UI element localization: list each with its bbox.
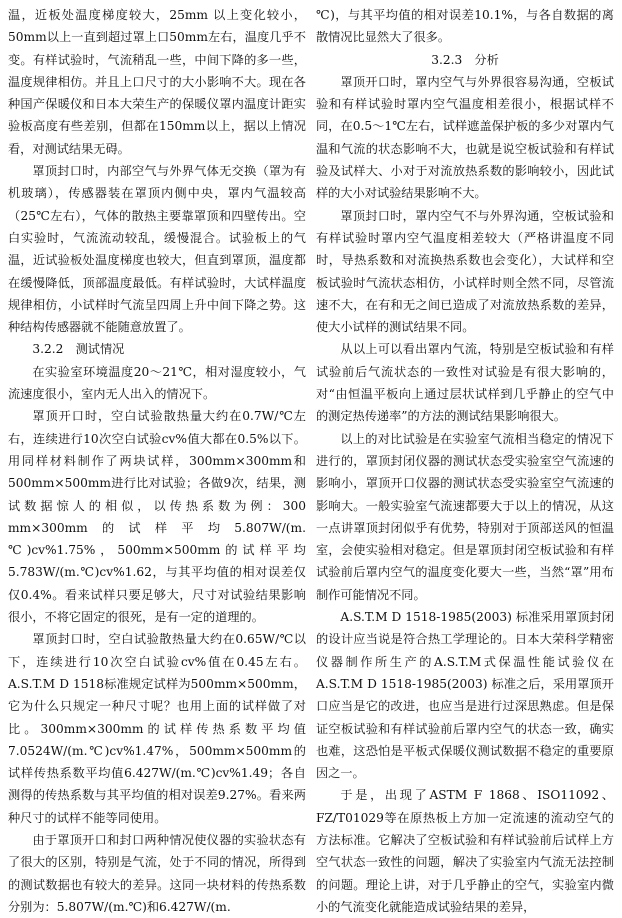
paragraph-lab-conditions: 在实验室环境温度20～21℃，相对湿度较小，气流速度很小，室内无人出入的情况下。	[8, 364, 306, 402]
paragraph-astm-standard: A.S.T.M D 1518-1985(2003) 标准采用罩顶封闭的设计应当说是符合热工学理论的。日本大荣科学精密仪器制作所生产的A.S.T.M式保温性能试验仪在A.S.T.M D 1518-1985(2003) 标准之后，采用罩顶开口应当是它的改进，也应当是进行过深思熟虑。但是保证空板试验和有样试验前后罩内空气的状态一致，确实也难，这恐怕是平板式保暖仪测试数据不稳定的重要原因之一。	[316, 610, 614, 781]
paragraph-sealed-top: 罩顶封口时，内部空气与外界气体无交换（罩为有机玻璃），传感器装在罩顶内侧中央，罩内气温较高（25℃左右），气体的散热主要靠罩顶和四壁传出。空白实验时，气流流动较乱，缓慢混合。试验板上的气温，近试验板处温度梯度也较大，但直到罩顶，温度都在缓慢降低，顶部温度最低。有样试验时，大试样温度规律相仿，小试样时气流呈四周上升中间下降之势。这种结构传感器就不能随意放置了。	[8, 164, 306, 335]
paragraph-sealed-top-results: 罩顶封口时，空白试验散热量大约在0.65W/℃以下，连续进行10次空白试验cv%值在0.45左右。A.S.T.M D 1518标准规定试样为500mm×500mm，它为什么只规定一种尺寸呢？也用上面的试样做了对比。300mm×300mm的试样传热系数平均值7.0524W/(m.℃)cv%1.47%，500mm×500mm的试样传热系数平均值6.427W/(m.℃)cv%1.49；各自测得的传热系数与其平均值的相对误差9.27%。看来两种尺寸的试样不能等同使用。	[8, 632, 306, 825]
left-column	[8, 4, 306, 914]
section-heading-3-2-2: 3.2.2 测试情况	[32, 342, 125, 357]
paragraph-sealed-top-analysis: 罩顶封口时，罩内空气不与外界沟通，空板试验和有样试验时罩内空气温度相差较大（严格讲温度不同时，导热系数和对流换热系数也会变化），大试样和空板试验时气流状态相仿，小试样时则全然不同，尽管流速不大，在有和无之间已造成了对流放热系数的差异，使大小试样的测试结果不同。	[316, 208, 614, 335]
paragraph-new-standards: 于是，出现了ASTM F 1868、ISO11092、FZ/T01029等在原热板上方加一定流速的流动空气的方法标准。它解决了空板试验和有样试验前后试样上方空气状态一致性的问题，解决了实验室内气流无法控制的问题。理论上讲，对于几乎静止的空气，实验室内微小的气流变化就能造成试验结果的差异，	[316, 788, 614, 914]
paragraph-open-top-analysis: 罩顶开口时，罩内空气与外界很容易沟通，空板试验和有样试验时罩内空气温度相差很小，根据试样不同，在0.5～1℃左右，试样遮盖保护板的多少对罩内气温和气流的状态影响不大，也就是说空板试验和有样试验及试样大、小对于对流放热系数的影响较小，因此试样的大小对试验结果影响不大。	[316, 74, 614, 201]
section-heading-3-2-3: 3.2.3 分析	[431, 52, 499, 67]
paragraph-open-top-results: 罩顶开口时，空白试验散热量大约在0.7W/℃左右，连续进行10次空白试验cv%值大都在0.5%以下。用同样材料制作了两块试样，300mm×300mm和500mm×500mm进行比对试验；各做9次，结果，测试数据惊人的相似，以传热系数为例：300 mm×300mm的试样平均5.807W/(m.℃)cv%1.75%，500mm×500mm的试样平均5.783W/(m.℃)cv%1.62，与其平均值的相对误差仅仅0.4%。看来试样只要足够大，尺寸对试验结果影响很小，不将它固定的很死，是有一定的道理的。	[8, 409, 306, 625]
paragraph-airflow-influence: 从以上可以看出罩内气流，特别是空板试验和有样试验前后气流状态的一致性对试验是有很大影响的，对“由恒温平板向上通过层状试样到几乎静止的空气中的测定热传递率”的方法的测试结果影响很大。	[316, 342, 614, 424]
paragraph-continued: ℃)，与其平均值的相对误差10.1%，与各自数据的离散情况比显然大了很多。	[316, 8, 614, 45]
paragraph-continued: 温，近板处温度梯度较大，25mm 以上变化较小，50mm以上一直到超过罩上口50mm左右，温度几乎不变。有样试验时，气流稍乱一些，中间下降的多一些，温度规律相仿。并且上口尺寸的大小影响不大。现在各种国产保暖仪和日本大荣生产的保暖仪罩内温度计距实验板高度有些差别，但都在150mm以上，据以上情况看，对测试结果无碍。	[8, 8, 306, 156]
right-column	[316, 4, 614, 914]
paragraph-lab-airflow: 以上的对比试验是在实验室气流相当稳定的情况下进行的，罩顶封闭仪器的测试状态受实验室空气流速的影响小，罩顶开口仪器的测试状态受实验室空气流速的影响大。一般实验室气流速都要大于以上的情况，从这一点讲罩顶封闭似乎有优势，特别对于顶部送风的恒温室，会使实验相对稳定。但是罩顶封闭空板试验和有样试验前后罩内空气的温度变化要大一些，当然“罩”用布制作可能情况不同。	[316, 431, 614, 602]
paragraph-comparison: 由于罩顶开口和封口两种情况使仪器的实验状态有了很大的区别，特别是气流，处于不同的情况，所得到的测试数据也有较大的差异。这同一块材料的传热系数分别为：5.807W/(m.℃)和6.427W/(m.	[8, 832, 306, 914]
